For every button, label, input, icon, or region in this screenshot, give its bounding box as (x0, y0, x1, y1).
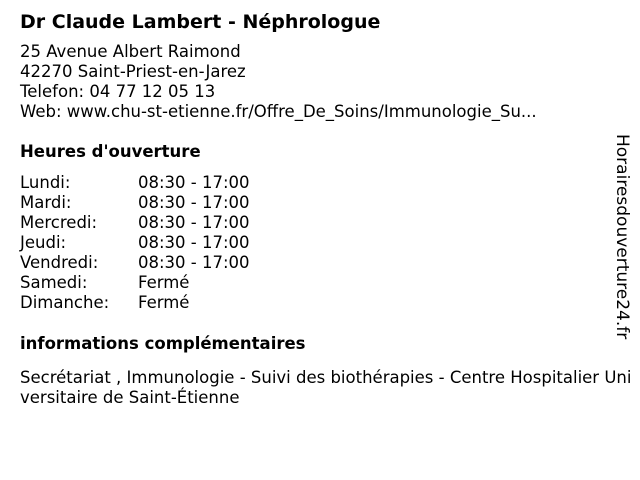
additional-info-heading: informations complémentaires (20, 334, 306, 353)
website-link[interactable]: Web: www.chu-st-etienne.fr/Offre_De_Soins/Immunologie_Su... (20, 102, 537, 121)
day-label: Vendredi: (20, 253, 99, 272)
business-title: Dr Claude Lambert - Néphrologue (20, 11, 381, 33)
hours-row-monday (20, 173, 632, 193)
hours-row-saturday (20, 273, 632, 293)
additional-info-text: Secrétariat , Immunologie - Suivi des biothérapies - Centre Hospitalier Universitaire de Saint-Étienne (20, 368, 632, 407)
address-street: 25 Avenue Albert Raimond (20, 42, 241, 61)
time-value: Fermé (138, 293, 190, 312)
time-value: Fermé (138, 273, 190, 292)
hours-row-tuesday (20, 193, 632, 213)
business-card (20, 10, 632, 408)
hours-row-sunday (20, 293, 632, 313)
time-value: 08:30 - 17:00 (138, 213, 250, 232)
day-label: Lundi: (20, 173, 71, 192)
hours-row-friday (20, 253, 632, 273)
site-watermark: Horairesdouverture24.fr (612, 134, 632, 340)
day-label: Dimanche: (20, 293, 110, 312)
time-value: 08:30 - 17:00 (138, 253, 250, 272)
time-value: 08:30 - 17:00 (138, 193, 250, 212)
phone-number[interactable]: Telefon: 04 77 12 05 13 (20, 82, 216, 101)
time-value: 08:30 - 17:00 (138, 173, 250, 192)
address-city: 42270 Saint-Priest-en-Jarez (20, 62, 246, 81)
day-label: Samedi: (20, 273, 88, 292)
opening-hours-heading: Heures d'ouverture (20, 142, 201, 161)
day-label: Mardi: (20, 193, 72, 212)
time-value: 08:30 - 17:00 (138, 233, 250, 252)
opening-hours-table (20, 173, 632, 313)
hours-row-thursday (20, 233, 632, 253)
day-label: Mercredi: (20, 213, 98, 232)
day-label: Jeudi: (20, 233, 67, 252)
hours-row-wednesday (20, 213, 632, 233)
